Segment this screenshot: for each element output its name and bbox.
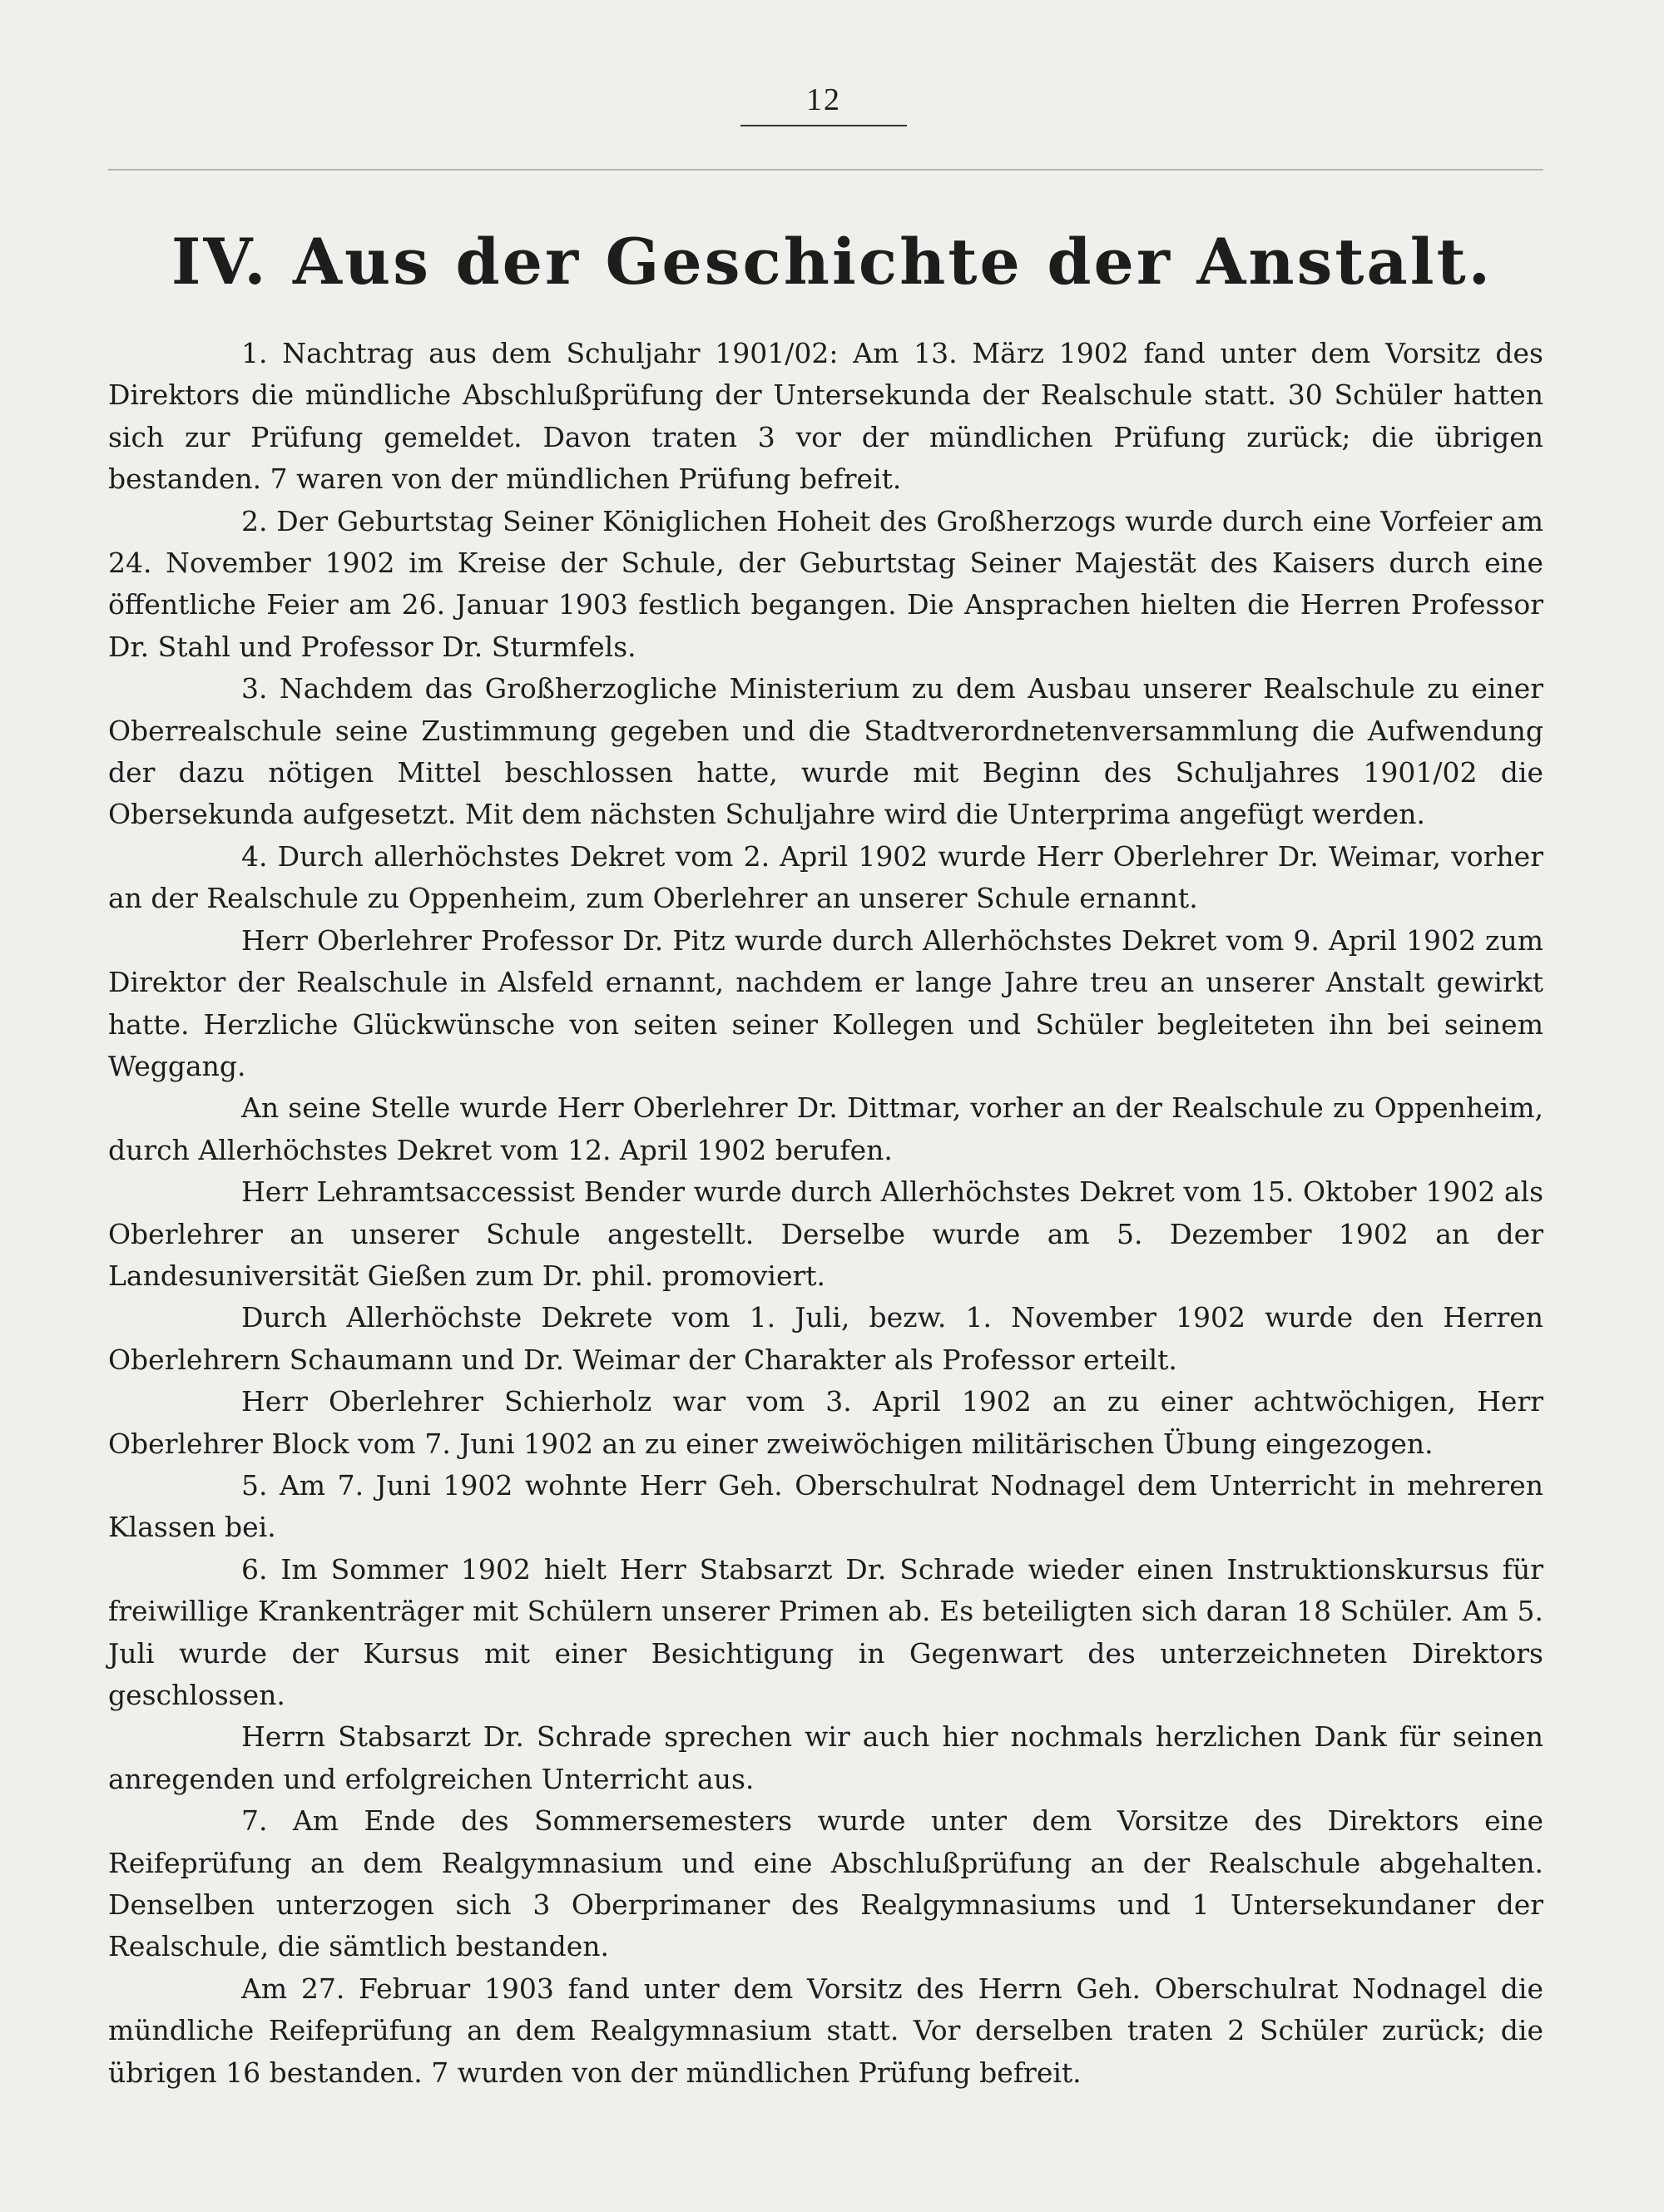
paragraph: Herr Oberlehrer Schierholz war vom 3. April 1902 an zu einer achtwöchigen, Herr Oberlehrer Block vom 7. Juni 1902 an zu einer zweiwöchigen militärischen Übung eingezogen. [108, 1385, 1543, 1460]
paragraph: Herr Lehramtsaccessist Bender wurde durch Allerhöchstes Dekret vom 15. Oktober 1902 als Oberlehrer an unserer Schule angestellt. Derselbe wurde am 5. Dezember 1902 an der Landesuniversität Gießen zum Dr. phil. promoviert. [108, 1175, 1543, 1292]
paragraph: 5. Am 7. Juni 1902 wohnte Herr Geh. Oberschulrat Nodnagel dem Unterricht in mehreren Klassen bei. [108, 1468, 1543, 1544]
page-number-rule [740, 125, 907, 126]
paragraph: 4. Durch allerhöchstes Dekret vom 2. April 1902 wurde Herr Oberlehrer Dr. Weimar, vorher an der Realschule zu Oppenheim, zum Oberlehrer an unserer Schule ernannt. [108, 839, 1543, 915]
page-number: 12 [806, 82, 841, 117]
paragraph: Herrn Stabsarzt Dr. Schrade sprechen wir auch hier nochmals herzlichen Dank für seinen anregenden und erfolgreichen Unterricht aus. [108, 1720, 1543, 1795]
paragraph: Am 27. Februar 1903 fand unter dem Vorsitz des Herrn Geh. Oberschulrat Nodnagel die mündliche Reifeprüfung an dem Realgymnasium statt. Vor derselben traten 2 Schüler zurück; die übrigen 16 bestanden. 7 wurden von der mündlichen Prüfung befreit. [108, 1972, 1543, 2089]
paragraph: 7. Am Ende des Sommersemesters wurde unter dem Vorsitze des Direktors eine Reifeprüfung an dem Realgymnasium und eine Abschlußprüfung an der Realschule abgehalten. Denselben unterzogen sich 3 Oberprimaner des Realgymnasiums und 1 Untersekundaner der Realschule, die sämtlich bestanden. [108, 1804, 1543, 1963]
body-text [108, 333, 1543, 2094]
section-heading: IV. Aus der Geschichte der Anstalt. [171, 225, 1493, 299]
paragraph: An seine Stelle wurde Herr Oberlehrer Dr. Dittmar, vorher an der Realschule zu Oppenheim, durch Allerhöchstes Dekret vom 12. April 1902 berufen. [108, 1091, 1543, 1166]
paragraph: 6. Im Sommer 1902 hielt Herr Stabsarzt Dr. Schrade wieder einen Instruktionskursus für freiwillige Krankenträger mit Schülern unserer Primen ab. Es beteiligten sich daran 18 Schüler. Am 5. Juli wurde der Kursus mit einer Besichtigung in Gegenwart des unterzeichneten Direktors geschlossen. [108, 1552, 1543, 1711]
header-rule [108, 169, 1543, 171]
paragraph: 1. Nachtrag aus dem Schuljahr 1901/02: Am 13. März 1902 fand unter dem Vorsitz des Direktors die mündliche Abschlußprüfung der Untersekunda der Realschule statt. 30 Schüler hatten sich zur Prüfung gemeldet. Davon traten 3 vor der mündlichen Prüfung zurück; die übrigen bestanden. 7 waren von der mündlichen Prüfung befreit. [108, 337, 1543, 496]
paragraph: 2. Der Geburtstag Seiner Königlichen Hoheit des Großherzogs wurde durch eine Vorfeier am 24. November 1902 im Kreise der Schule, der Geburtstag Seiner Majestät des Kaisers durch eine öffentliche Feier am 26. Januar 1903 festlich begangen. Die Ansprachen hielten die Herren Professor Dr. Stahl und Professor Dr. Sturmfels. [108, 504, 1543, 663]
paragraph: Durch Allerhöchste Dekrete vom 1. Juli, bezw. 1. November 1902 wurde den Herren Oberlehrern Schaumann und Dr. Weimar der Charakter als Professor erteilt. [108, 1301, 1543, 1376]
paragraph: Herr Oberlehrer Professor Dr. Pitz wurde durch Allerhöchstes Dekret vom 9. April 1902 zum Direktor der Realschule in Alsfeld ernannt, nachdem er lange Jahre treu an unserer Anstalt gewirkt hatte. Herzliche Glückwünsche von seiten seiner Kollegen und Schüler begleiteten ihn bei seinem Weggang. [108, 923, 1543, 1082]
paragraph: 3. Nachdem das Großherzogliche Ministerium zu dem Ausbau unserer Realschule zu einer Oberrealschule seine Zustimmung gegeben und die Stadtverordnetenversammlung die Aufwendung der dazu nötigen Mittel beschlossen hatte, wurde mit Beginn des Schuljahres 1901/02 die Obersekunda aufgesetzt. Mit dem nächsten Schuljahre wird die Unterprima angefügt werden. [108, 672, 1543, 831]
